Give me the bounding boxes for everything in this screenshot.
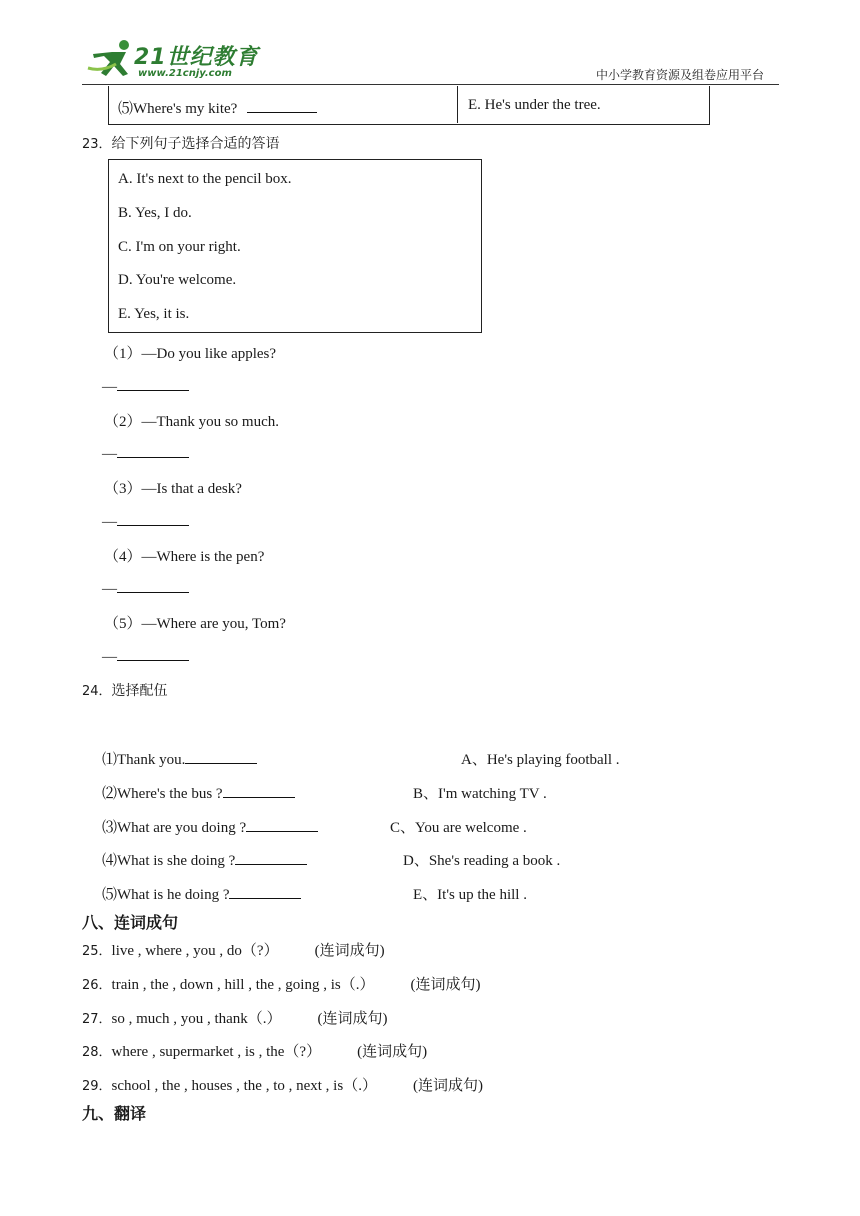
q23-item-5: （5）—Where are you, Tom? <box>104 616 286 632</box>
answer-blank[interactable] <box>117 376 189 391</box>
q23-item-1: （1）—Do you like apples? <box>104 346 277 362</box>
question-number: 29． <box>82 1079 112 1094</box>
question-29 <box>82 1074 483 1095</box>
question-tag: (连词成句) <box>410 977 481 993</box>
dash: — <box>102 446 117 462</box>
dash: — <box>102 581 117 597</box>
answer-blank[interactable] <box>229 884 301 899</box>
answer-blank[interactable] <box>246 817 318 832</box>
answer-blank[interactable] <box>185 749 257 764</box>
q24-left-text: ⑶What are you doing ? <box>102 820 247 836</box>
option-b: B. Yes, I do. <box>118 205 192 221</box>
question-24-title <box>82 680 168 700</box>
q23-answer-2 <box>102 443 189 463</box>
question-26 <box>82 973 480 994</box>
logo <box>82 38 259 82</box>
answer-blank[interactable] <box>235 850 307 865</box>
header-divider <box>82 84 779 85</box>
q23-item-2: （2）—Thank you so much. <box>104 414 279 430</box>
question-23-title <box>82 133 280 153</box>
q24-left-text: ⑷What is she doing ? <box>102 853 236 869</box>
option-a: A. It's next to the pencil box. <box>118 171 292 187</box>
q24-left-1 <box>102 748 257 769</box>
answer-blank[interactable] <box>117 578 189 593</box>
q24-left-3 <box>102 816 318 837</box>
question-tag: (连词成句) <box>314 943 385 959</box>
section-8-heading: 八、连词成句 <box>82 913 179 932</box>
question-title: 给下列句子选择合适的答语 <box>111 136 280 152</box>
answer-blank[interactable] <box>223 783 295 798</box>
table-divider <box>457 86 458 123</box>
table-right-cell: E. He's under the tree. <box>468 97 601 113</box>
q24-left-text: ⑴Thank you. <box>102 752 186 768</box>
answer-blank[interactable] <box>247 98 317 113</box>
table-left-text: ⑸Where's my kite? <box>118 101 238 117</box>
question-tag: (连词成句) <box>357 1044 428 1060</box>
header-platform-text: 中小学教育资源及组卷应用平台 <box>596 68 765 82</box>
section-9-heading: 九、翻译 <box>82 1104 147 1123</box>
q23-item-3: （3）—Is that a desk? <box>104 481 242 497</box>
q23-answer-4 <box>102 578 189 598</box>
q24-left-text: ⑵Where's the bus ? <box>102 786 223 802</box>
runner-logo-icon <box>82 38 142 80</box>
table-left-cell <box>118 97 317 118</box>
dash: — <box>102 514 117 530</box>
option-e: E. Yes, it is. <box>118 306 190 322</box>
q24-left-4 <box>102 849 307 870</box>
question-27 <box>82 1007 388 1028</box>
q24-right-a: A、He's playing football . <box>461 752 620 768</box>
q23-item-4: （4）—Where is the pen? <box>104 549 265 565</box>
question-title: 选择配伍 <box>111 683 168 699</box>
word-list: so , much , you , thank（.） <box>111 1011 282 1027</box>
q23-options-box <box>108 159 482 333</box>
q23-answer-1 <box>102 376 189 396</box>
q23-answer-5 <box>102 646 189 666</box>
q24-right-b: B、I'm watching TV . <box>413 786 547 802</box>
question-28 <box>82 1040 427 1061</box>
question-number: 26． <box>82 978 112 993</box>
word-list: live , where , you , do（?） <box>111 943 279 959</box>
word-list: where , supermarket , is , the（?） <box>111 1044 322 1060</box>
word-list: train , the , down , hill , the , going , is（.） <box>111 977 375 993</box>
q24-left-5 <box>102 883 301 904</box>
q24-left-2 <box>102 782 295 803</box>
dash: — <box>102 379 117 395</box>
question-number: 25． <box>82 944 112 959</box>
option-c: C. I'm on your right. <box>118 239 241 255</box>
option-d: D. You're welcome. <box>118 272 237 288</box>
question-number: 28． <box>82 1045 112 1060</box>
dash: — <box>102 649 117 665</box>
question-25 <box>82 939 385 960</box>
answer-blank[interactable] <box>117 443 189 458</box>
top-match-table <box>108 86 710 125</box>
word-list: school , the , houses , the , to , next , is（.） <box>111 1078 377 1094</box>
question-number: 27． <box>82 1012 112 1027</box>
q24-right-d: D、She's reading a book . <box>403 853 561 869</box>
answer-blank[interactable] <box>117 511 189 526</box>
q23-answer-3 <box>102 511 189 531</box>
question-number: 24． <box>82 684 112 699</box>
logo-text: 21世纪教育 <box>134 45 259 70</box>
question-number: 23． <box>82 137 112 152</box>
q24-right-c: C、You are welcome . <box>390 820 527 836</box>
question-tag: (连词成句) <box>412 1078 483 1094</box>
q24-right-e: E、It's up the hill . <box>413 887 527 903</box>
answer-blank[interactable] <box>117 646 189 661</box>
logo-url: www.21cnjy.com <box>138 68 232 79</box>
question-tag: (连词成句) <box>317 1011 388 1027</box>
q24-left-text: ⑸What is he doing ? <box>102 887 230 903</box>
